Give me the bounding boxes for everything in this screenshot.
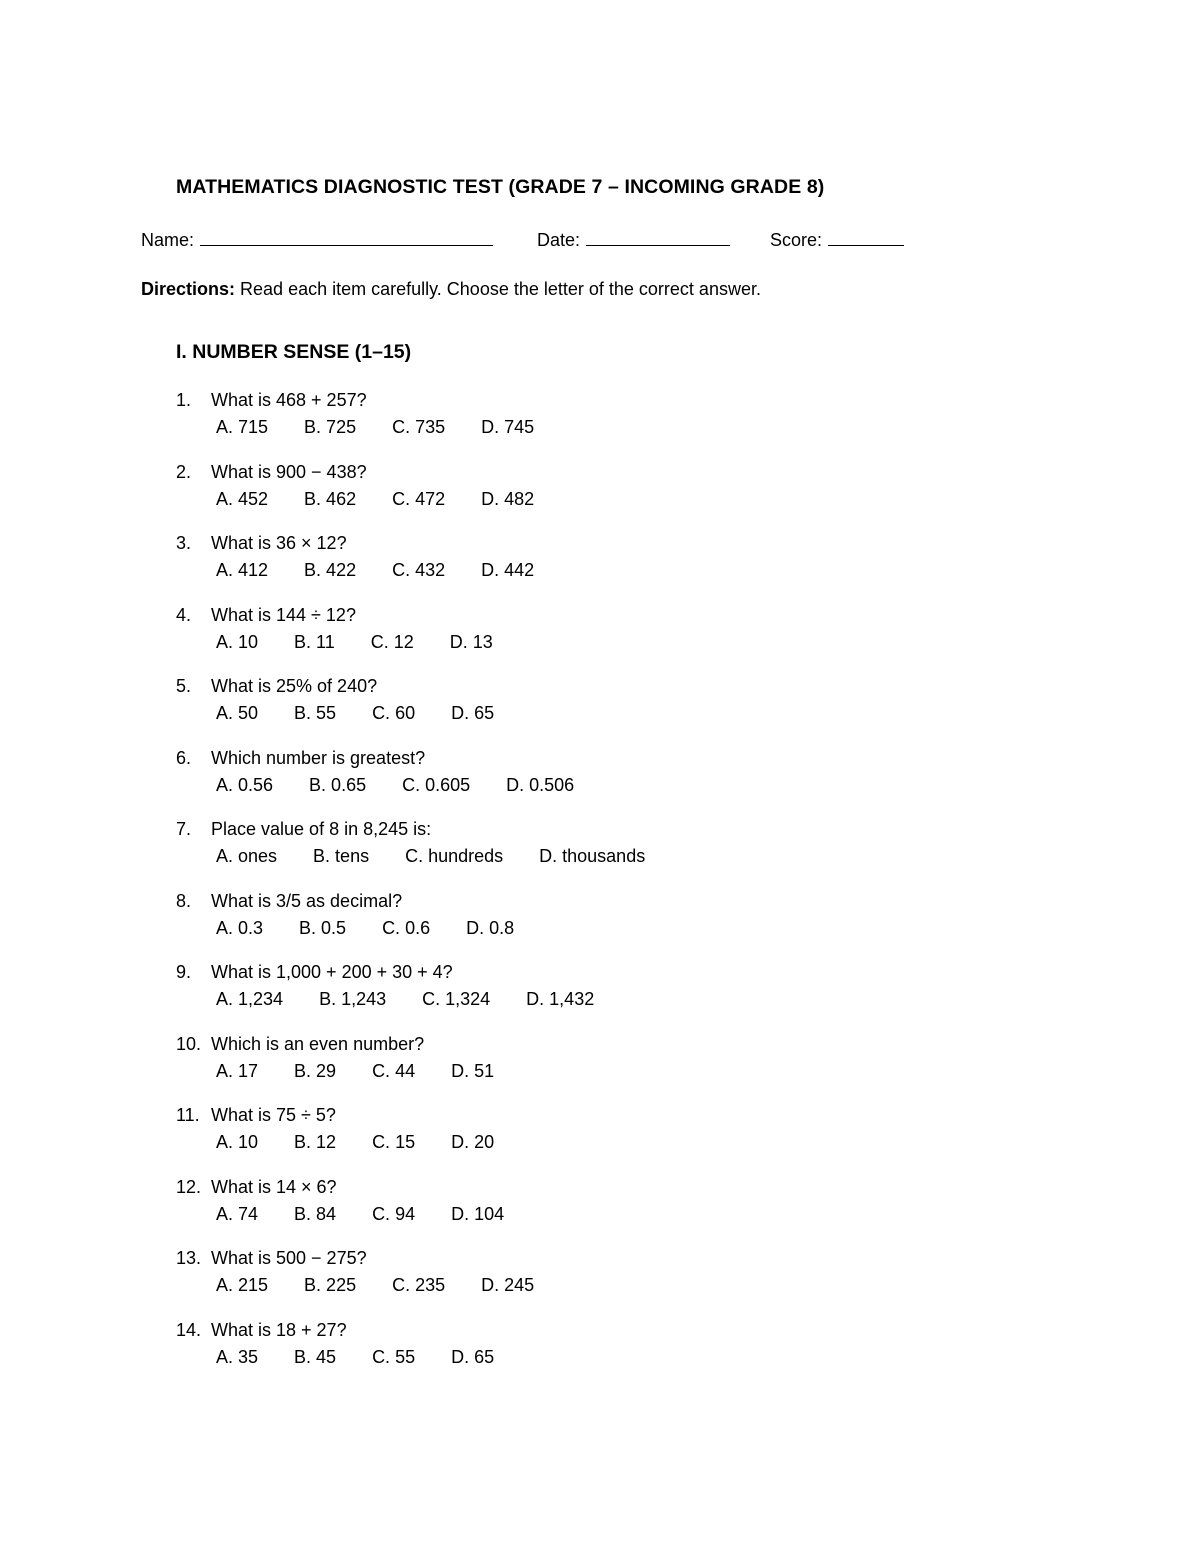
answer-choice[interactable]: D. 51 (451, 1061, 495, 1081)
question-number: 12. (176, 1177, 202, 1197)
question-number: 13. (176, 1248, 202, 1268)
name-field (141, 229, 493, 251)
answer-choice[interactable]: A. 452 (216, 489, 269, 509)
question-text: What is 144 ÷ 12? (211, 605, 356, 625)
question-number: 14. (176, 1320, 202, 1340)
question-item (0, 676, 1200, 736)
answer-choice[interactable]: C. 60 (372, 703, 416, 723)
answer-choice[interactable]: D. 482 (481, 489, 535, 509)
answer-choices (216, 1061, 530, 1082)
question-item (0, 1248, 1200, 1308)
answer-choice[interactable]: B. 725 (304, 417, 357, 437)
question-item (0, 891, 1200, 951)
answer-choice[interactable]: B. 55 (294, 703, 337, 723)
question-text: What is 900 − 438? (211, 462, 367, 482)
question-text: What is 25% of 240? (211, 676, 378, 696)
answer-choices (216, 989, 630, 1010)
answer-choice[interactable]: D. 0.506 (506, 775, 575, 795)
question-text: What is 75 ÷ 5? (211, 1105, 336, 1125)
answer-choice[interactable]: D. 1,432 (526, 989, 595, 1009)
answer-choice[interactable]: C. 15 (372, 1132, 416, 1152)
answer-choice[interactable]: B. tens (313, 846, 370, 866)
answer-choice[interactable]: C. 235 (392, 1275, 446, 1295)
answer-choice[interactable]: D. 20 (451, 1132, 495, 1152)
directions-label: Directions: (141, 279, 236, 299)
answer-choices (216, 560, 570, 581)
answer-choice[interactable]: C. 55 (372, 1347, 416, 1367)
question-text: What is 468 + 257? (211, 390, 367, 410)
answer-choice[interactable]: B. 1,243 (319, 989, 387, 1009)
answer-choice[interactable]: A. 50 (216, 703, 259, 723)
answer-choice[interactable]: A. 35 (216, 1347, 259, 1367)
question-item (0, 1034, 1200, 1094)
section-title: I. NUMBER SENSE (1–15) (176, 341, 412, 363)
question-text: Which is an even number? (211, 1034, 425, 1054)
answer-choices (216, 775, 610, 796)
answer-choice[interactable]: A. 412 (216, 560, 269, 580)
question-text: What is 18 + 27? (211, 1320, 347, 1340)
question-number: 11. (176, 1105, 200, 1125)
answer-choice[interactable]: A. 10 (216, 1132, 259, 1152)
answer-choice[interactable]: A. 17 (216, 1061, 259, 1081)
answer-choices (216, 703, 530, 724)
answer-choice[interactable]: D. 65 (451, 1347, 495, 1367)
question-item (0, 1177, 1200, 1237)
answer-choice[interactable]: B. 0.65 (309, 775, 367, 795)
date-blank[interactable] (586, 229, 730, 246)
answer-choice[interactable]: C. 94 (372, 1204, 416, 1224)
directions (141, 279, 761, 300)
answer-choice[interactable]: A. 1,234 (216, 989, 284, 1009)
score-blank[interactable] (828, 229, 904, 246)
answer-choice[interactable]: C. 1,324 (422, 989, 491, 1009)
answer-choice[interactable]: B. 29 (294, 1061, 337, 1081)
score-field (770, 229, 904, 251)
question-number: 7. (176, 819, 192, 839)
document-title: MATHEMATICS DIAGNOSTIC TEST (GRADE 7 – INCOMING GRADE 8) (176, 176, 825, 198)
question-item (0, 962, 1200, 1022)
score-label: Score: (770, 230, 823, 250)
answer-choices (216, 489, 570, 510)
answer-choice[interactable]: D. 0.8 (466, 918, 515, 938)
answer-choice[interactable]: A. ones (216, 846, 278, 866)
answer-choice[interactable]: B. 0.5 (299, 918, 347, 938)
answer-choice[interactable]: D. 442 (481, 560, 535, 580)
question-number: 2. (176, 462, 192, 482)
answer-choice[interactable]: C. 44 (372, 1061, 416, 1081)
question-text: Which number is greatest? (211, 748, 426, 768)
question-item (0, 1105, 1200, 1165)
answer-choice[interactable]: C. 735 (392, 417, 446, 437)
answer-choices (216, 846, 681, 867)
answer-choice[interactable]: C. 0.605 (402, 775, 471, 795)
answer-choices (216, 1275, 570, 1296)
answer-choice[interactable]: A. 215 (216, 1275, 269, 1295)
question-number: 4. (176, 605, 192, 625)
question-item (0, 819, 1200, 879)
answer-choices (216, 1132, 530, 1153)
answer-choice[interactable]: A. 10 (216, 632, 259, 652)
answer-choice[interactable]: A. 74 (216, 1204, 259, 1224)
question-item (0, 1320, 1200, 1380)
answer-choice[interactable]: A. 0.56 (216, 775, 274, 795)
question-item (0, 462, 1200, 522)
date-field (537, 229, 730, 251)
answer-choice[interactable]: D. 104 (451, 1204, 505, 1224)
answer-choice[interactable]: B. 225 (304, 1275, 357, 1295)
answer-choices (216, 632, 529, 653)
answer-choice[interactable]: C. hundreds (405, 846, 504, 866)
date-label: Date: (537, 230, 581, 250)
answer-choices (216, 1347, 530, 1368)
question-number: 8. (176, 891, 192, 911)
answer-choices (216, 417, 570, 438)
question-number: 3. (176, 533, 192, 553)
directions-text: Read each item carefully. Choose the letter of the correct answer. (235, 279, 761, 299)
question-number: 5. (176, 676, 192, 696)
answer-choice[interactable]: A. 715 (216, 417, 269, 437)
question-text: What is 3/5 as decimal? (211, 891, 403, 911)
answer-choice[interactable]: C. 0.6 (382, 918, 431, 938)
answer-choice[interactable]: B. 84 (294, 1204, 337, 1224)
question-text: Place value of 8 in 8,245 is: (211, 819, 432, 839)
answer-choice[interactable]: D. 745 (481, 417, 535, 437)
answer-choice[interactable]: D. 13 (449, 632, 493, 652)
question-number: 6. (176, 748, 192, 768)
name-blank[interactable] (200, 229, 493, 246)
answer-choice[interactable]: A. 0.3 (216, 918, 264, 938)
question-text: What is 14 × 6? (211, 1177, 337, 1197)
answer-choice[interactable]: B. 462 (304, 489, 357, 509)
answer-choice[interactable]: C. 12 (370, 632, 414, 652)
question-item (0, 748, 1200, 808)
answer-choice[interactable]: B. 45 (294, 1347, 337, 1367)
answer-choice[interactable]: D. 245 (481, 1275, 535, 1295)
answer-choice[interactable]: B. 422 (304, 560, 357, 580)
question-text: What is 500 − 275? (211, 1248, 367, 1268)
question-number: 1. (176, 390, 192, 410)
answer-choice[interactable]: C. 432 (392, 560, 446, 580)
answer-choice[interactable]: D. 65 (451, 703, 495, 723)
answer-choices (216, 1204, 540, 1225)
answer-choices (216, 918, 550, 939)
answer-choice[interactable]: B. 12 (294, 1132, 337, 1152)
answer-choice[interactable]: D. thousands (539, 846, 646, 866)
question-text: What is 1,000 + 200 + 30 + 4? (211, 962, 453, 982)
question-number: 10. (176, 1034, 202, 1054)
question-item (0, 605, 1200, 665)
name-label: Name: (141, 230, 195, 250)
answer-choice[interactable]: C. 472 (392, 489, 446, 509)
question-text: What is 36 × 12? (211, 533, 347, 553)
answer-choice[interactable]: B. 11 (294, 632, 335, 652)
question-number: 9. (176, 962, 192, 982)
question-item (0, 390, 1200, 450)
question-item (0, 533, 1200, 593)
